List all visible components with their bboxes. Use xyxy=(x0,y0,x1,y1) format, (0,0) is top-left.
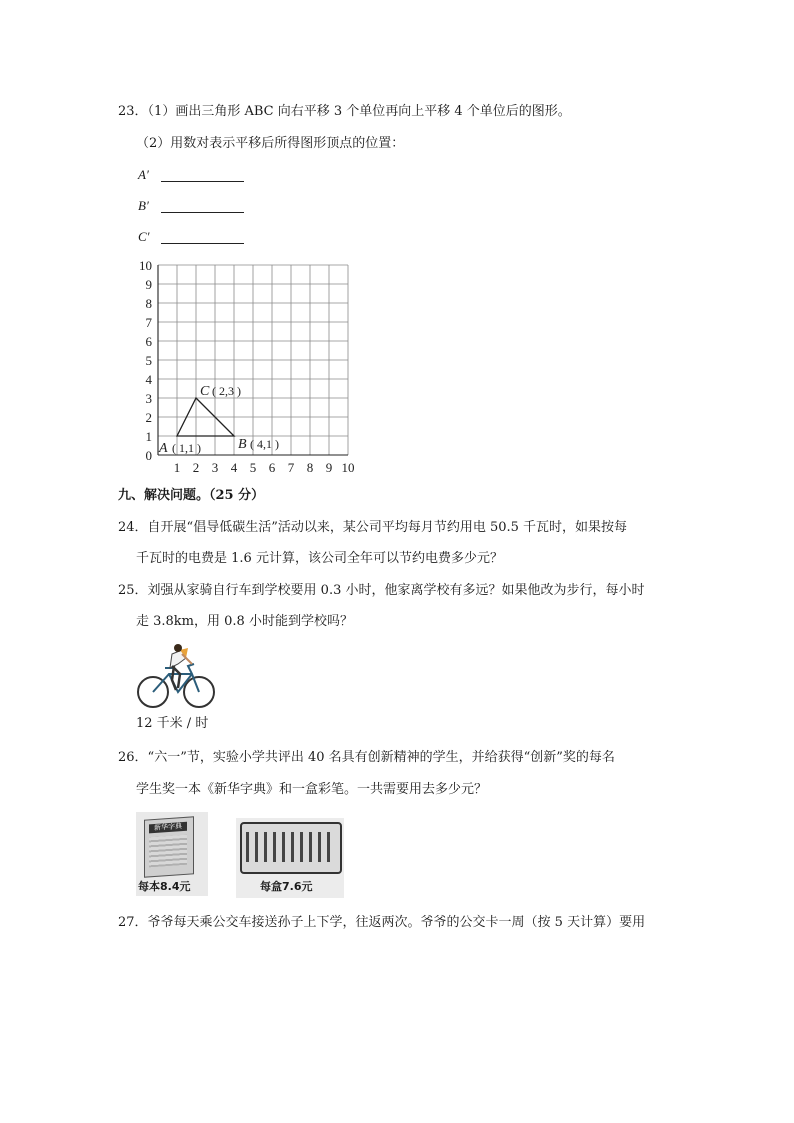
x-tick-label: 10 xyxy=(341,460,355,475)
pens-price: 每盒7.6元 xyxy=(260,880,313,893)
answer-label-b-prime: B′ xyxy=(138,198,149,213)
q24-line2: 千瓦时的电费是 1.6 元计算，该公司全年可以节约电费多少元？ xyxy=(136,551,503,566)
q23-line2: （2）用数对表示平移后所得图形顶点的位置： xyxy=(136,136,405,151)
y-tick-label: 4 xyxy=(145,372,152,387)
x-tick-label: 6 xyxy=(268,460,276,475)
y-tick-label: 6 xyxy=(145,334,152,349)
point-c-label: C xyxy=(200,384,210,399)
x-tick-label: 7 xyxy=(287,460,295,475)
q23-line1: 23．（1）画出三角形 ABC 向右平移 3 个单位再向上平移 4 个单位后的图形。 xyxy=(118,104,571,119)
q25-line1: 25．刘强从家骑自行车到学校要用 0.3 小时，他家离学校有多远？如果他改为步行，每小时 xyxy=(118,583,645,598)
y-tick-label: 7 xyxy=(145,315,152,330)
answer-blank-a-prime[interactable] xyxy=(161,181,244,182)
y-tick-label: 9 xyxy=(145,277,152,292)
answer-label-a-prime: A′ xyxy=(138,167,149,182)
answer-blank-c-prime[interactable] xyxy=(161,243,244,244)
section-heading: 九、解决问题。（25 分） xyxy=(118,488,265,503)
q25-line2: 走 3.8km，用 0.8 小时能到学校吗？ xyxy=(136,614,353,629)
x-tick-label: 3 xyxy=(211,460,219,475)
y-tick-label: 0 xyxy=(145,448,152,463)
book-title: 新华字典 xyxy=(149,822,187,834)
y-tick-label: 2 xyxy=(145,410,152,425)
y-tick-label: 3 xyxy=(145,391,152,406)
point-a-coord: ( 1,1 ) xyxy=(172,441,201,455)
x-tick-label: 8 xyxy=(306,460,314,475)
point-b-label: B xyxy=(238,437,247,452)
book-icon xyxy=(144,816,194,877)
q24-line1: 24．自开展“倡导低碳生活”活动以来，某公司平均每月节约用电 50.5 千瓦时，如果按每 xyxy=(118,520,628,535)
dictionary-image xyxy=(136,812,208,896)
x-tick-label: 2 xyxy=(192,460,200,475)
q26-line1: 26．“六一”节，实验小学共评出 40 名具有创新精神的学生，并给获得“创新”奖的每名 xyxy=(118,750,615,765)
bike-speed-caption: 12 千米 / 时 xyxy=(136,716,209,731)
y-tick-label: 1 xyxy=(145,429,152,444)
point-c-coord: ( 2,3 ) xyxy=(212,384,241,398)
coordinate-grid[interactable] xyxy=(130,250,370,480)
y-tick-label: 5 xyxy=(145,353,152,368)
pens-image xyxy=(236,818,344,898)
cyclist-illustration xyxy=(136,644,216,712)
x-tick-label: 4 xyxy=(230,460,238,475)
q26-line2: 学生奖一本《新华字典》和一盒彩笔。一共需要用去多少元？ xyxy=(136,782,488,797)
point-a-label: A xyxy=(159,441,168,456)
y-tick-label: 8 xyxy=(145,296,152,311)
y-tick-label: 10 xyxy=(139,258,152,273)
q27-line1: 27．爷爷每天乘公交车接送孙子上下学，往返两次。爷爷的公交卡一周（按 5 天计算）要用 xyxy=(118,915,646,930)
book-price: 每本8.4元 xyxy=(138,880,191,893)
x-tick-label: 9 xyxy=(325,460,333,475)
point-b-coord: ( 4,1 ) xyxy=(250,437,279,451)
pen-box-icon xyxy=(240,822,342,874)
answer-blank-b-prime[interactable] xyxy=(161,212,244,213)
x-tick-label: 5 xyxy=(249,460,257,475)
x-tick-label: 1 xyxy=(173,460,181,475)
answer-label-c-prime: C′ xyxy=(138,229,150,244)
